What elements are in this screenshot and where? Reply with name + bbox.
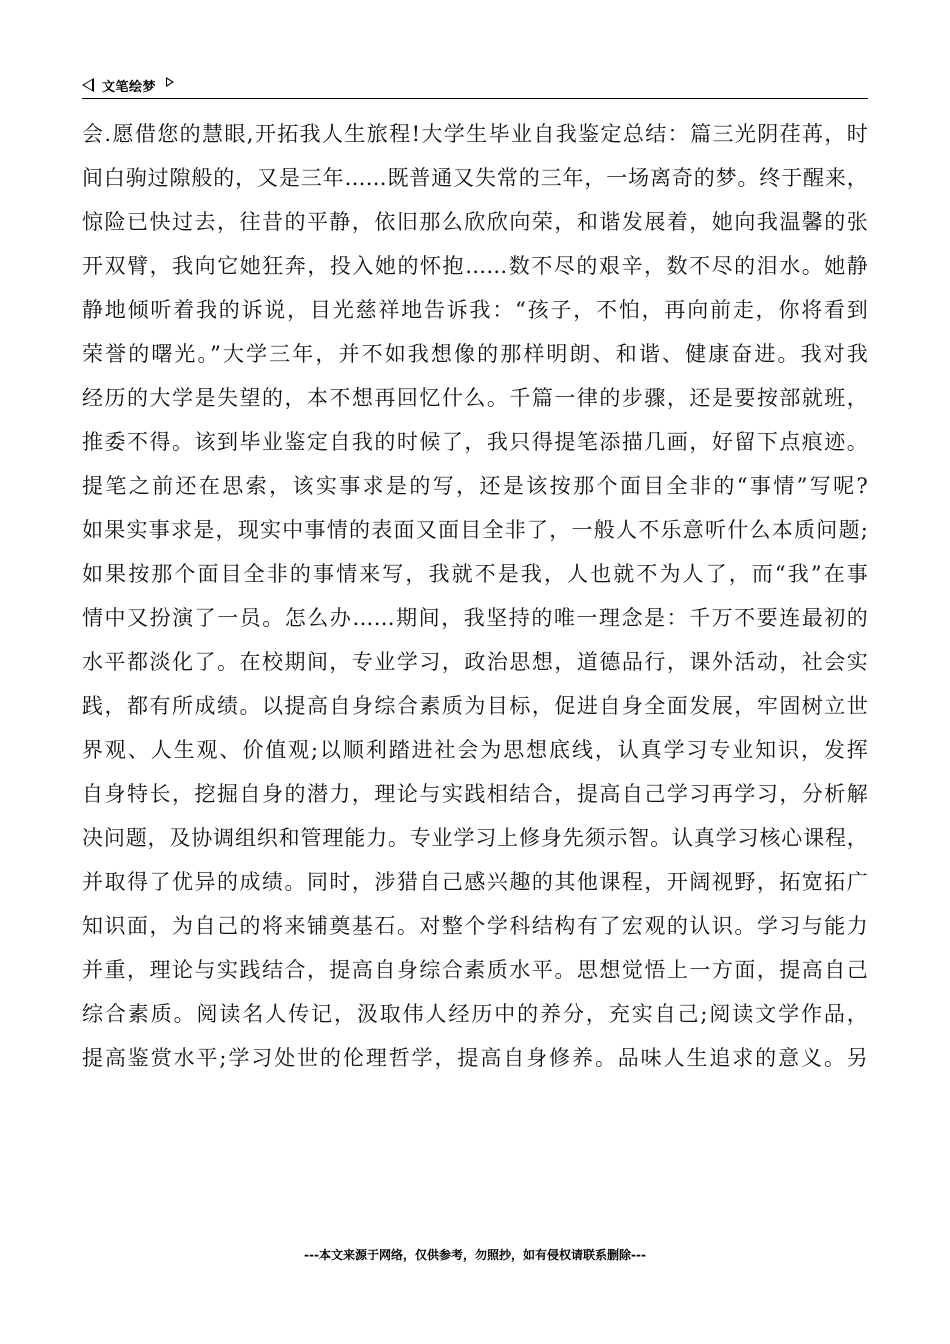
page-header: [82, 72, 868, 99]
text-line: 并取得了优异的成绩。同时，涉猎自己感兴趣的其他课程，开阔视野，拓宽拓广: [82, 870, 868, 894]
text-line: 如果按那个面目全非的事情来写，我就不是我，人也就不为人了，而“我”在事: [82, 562, 868, 586]
text-line: 提笔之前还在思索，该实事求是的写，还是该按那个面目全非的“事情”写呢?: [82, 474, 868, 498]
text-line: 决问题，及协调组织和管理能力。专业学习上修身先须示智。认真学习核心课程，: [82, 826, 868, 850]
triangle-left-icon: [82, 78, 94, 92]
text-line: 推委不得。该到毕业鉴定自我的时候了，我只得提笔添描几画，好留下点痕迹。: [82, 430, 868, 454]
header-title: 文笔绘梦: [102, 79, 157, 95]
text-line: 荣誉的曙光。”大学三年，并不如我想像的那样明朗、和谐、健康奋进。我对我: [82, 342, 868, 366]
text-line: 开双臂，我向它她狂奔，投入她的怀抱……数不尽的艰辛，数不尽的泪水。她静: [82, 254, 868, 278]
text-line: 并重，理论与实践结合，提高自身综合素质水平。思想觉悟上一方面，提高自己: [82, 958, 868, 982]
document-body: [82, 112, 872, 1080]
text-line: 知识面，为自己的将来铺奠基石。对整个学科结构有了宏观的认识。学习与能力: [82, 914, 868, 938]
text-line: 界观、人生观、价值观;以顺利踏进社会为思想底线，认真学习专业知识，发挥: [82, 738, 868, 762]
triangle-right-icon: [166, 77, 174, 87]
text-line: 惊险已快过去，往昔的平静，依旧那么欣欣向荣，和谐发展着，她向我温馨的张: [82, 210, 868, 234]
text-line: 如果实事求是，现实中事情的表面又面目全非了，一般人不乐意听什么本质问题;: [82, 518, 868, 542]
text-line: 综合素质。阅读名人传记，汲取伟人经历中的养分，充实自己;阅读文学作品，: [82, 1002, 868, 1026]
text-line: 经历的大学是失望的，本不想再回忆什么。千篇一律的步骤，还是要按部就班，: [82, 386, 868, 410]
text-line: 自身特长，挖掘自身的潜力，理论与实践相结合，提高自己学习再学习，分析解: [82, 782, 868, 806]
text-line: 情中又扮演了一员。怎么办……期间，我坚持的唯一理念是：千万不要连最初的: [82, 606, 868, 630]
footer-disclaimer: ---本文来源于网络，仅供参考，勿照抄，如有侵权请联系删除---: [304, 1248, 646, 1262]
text-line: 静地倾听着我的诉说，目光慈祥地告诉我：“孩子，不怕，再向前走，你将看到: [82, 298, 868, 322]
text-line: 践，都有所成绩。以提高自身综合素质为目标，促进自身全面发展，牢固树立世: [82, 694, 868, 718]
text-line: 提高鉴赏水平;学习处世的伦理哲学，提高自身修养。品味人生追求的意义。另: [82, 1046, 868, 1070]
text-line: 水平都淡化了。在校期间，专业学习，政治思想，道德品行，课外活动，社会实: [82, 650, 868, 674]
text-line: 间白驹过隙般的，又是三年……既普通又失常的三年，一场离奇的梦。终于醒来，: [82, 166, 868, 190]
text-line: 会.愿借您的慧眼,开拓我人生旅程!大学生毕业自我鉴定总结：篇三光阴荏苒，时: [82, 122, 868, 146]
